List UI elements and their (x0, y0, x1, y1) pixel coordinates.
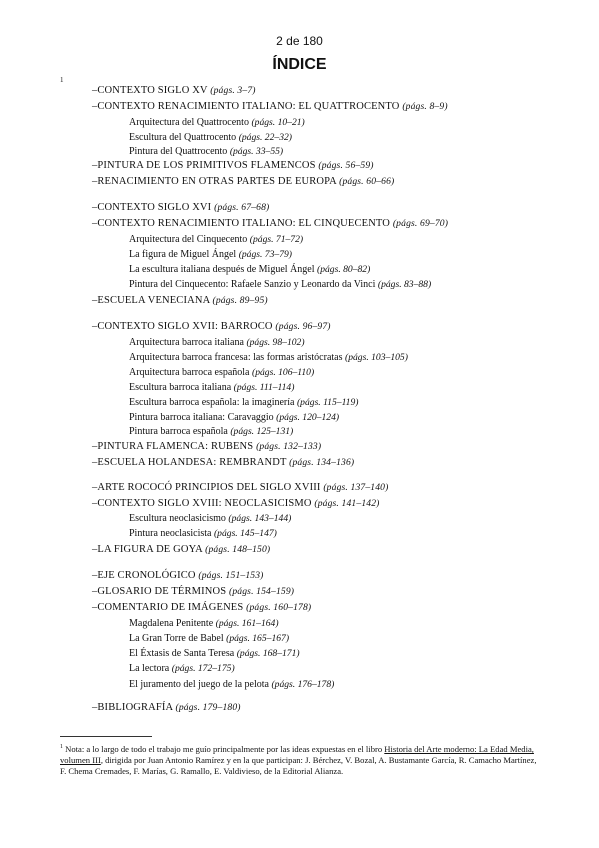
toc-entry (129, 662, 235, 675)
toc-entry (129, 131, 292, 144)
toc-entry-pages: (págs. 141–142) (314, 498, 380, 509)
toc-entry-pages: (págs. 111–114) (233, 382, 295, 393)
toc-entry (92, 84, 256, 97)
toc-entry-title: –ESCUELA HOLANDESA: REMBRANDT (92, 457, 287, 468)
toc-entry-title: Arquitectura del Quattrocento (129, 117, 249, 128)
toc-entry-title: –CONTEXTO SIGLO XVII: BARROCO (92, 321, 273, 332)
toc-entry (129, 336, 305, 349)
toc-entry (129, 366, 314, 379)
footnote-rule (60, 736, 152, 737)
toc-entry-pages: (págs. 120–124) (276, 412, 340, 423)
toc-entry (129, 512, 291, 525)
toc-entry-pages: (págs. 89–95) (212, 295, 268, 306)
toc-entry-title: Pintura del Cinquecento: Rafaele Sanzio y Leonardo da Vinci (129, 279, 376, 290)
toc-entry (129, 145, 283, 158)
toc-entry (92, 701, 241, 714)
toc-entry (129, 396, 358, 409)
toc-entry-pages: (págs. 154–159) (229, 586, 295, 597)
toc-entry-title: –CONTEXTO RENACIMIENTO ITALIANO: EL QUATTROCENTO (92, 101, 400, 112)
toc-entry-pages: (págs. 143–144) (228, 513, 292, 524)
toc-entry (92, 456, 354, 469)
toc-entry-title: Escultura del Quattrocento (129, 132, 237, 143)
footnote-reference: 1 (60, 76, 64, 84)
toc-entry-title: Arquitectura barroca francesa: las formas aristócratas (129, 352, 343, 363)
toc-entry-pages: (págs. 179–180) (175, 702, 241, 713)
footnote-marker: 1 (60, 744, 63, 750)
toc-entry-pages: (págs. 115–119) (296, 397, 359, 408)
toc-entry-title: Pintura barroca española (129, 426, 228, 437)
toc-entry (129, 527, 277, 540)
toc-entry-title: La escultura italiana después de Miguel Ángel (129, 264, 315, 275)
toc-entry-pages: (págs. 168–171) (236, 648, 300, 659)
toc-entry-title: El Éxtasis de Santa Teresa (129, 648, 235, 659)
toc-entry (129, 678, 334, 691)
page-title: ÍNDICE (272, 56, 327, 73)
toc-entry-title: –COMENTARIO DE IMÁGENES (92, 602, 244, 613)
toc-entry-pages: (págs. 73–79) (238, 249, 292, 260)
footnote (60, 742, 540, 777)
toc-entry-title: –LA FIGURA DE GOYA (92, 544, 203, 555)
toc-entry-pages: (págs. 148–150) (205, 544, 271, 555)
toc-entry-title: Escultura neoclasicismo (129, 513, 226, 524)
toc-entry (92, 440, 321, 453)
toc-entry (129, 381, 294, 394)
toc-entry-title: –RENACIMIENTO EN OTRAS PARTES DE EUROPA (92, 176, 337, 187)
toc-entry-pages: (págs. 80–82) (317, 264, 371, 275)
toc-entry-title: Pintura del Quattrocento (129, 146, 228, 157)
toc-entry (129, 263, 370, 276)
toc-entry-pages: (págs. 103–105) (345, 352, 408, 363)
toc-entry (129, 351, 408, 364)
toc-entry-pages: (págs. 60–66) (339, 176, 395, 187)
toc-entry-pages: (págs. 132–133) (256, 441, 322, 452)
toc-entry-pages: (págs. 151–153) (198, 570, 264, 581)
toc-entry-title: Escultura barroca española: la imaginería (129, 397, 295, 408)
page-number: 2 de 180 (276, 34, 323, 48)
toc-entry-pages: (págs. 83–88) (377, 279, 432, 290)
toc-entry-title: Arquitectura barroca española (129, 367, 250, 378)
toc-entry (92, 481, 388, 494)
toc-entry-pages: (págs. 161–164) (215, 618, 279, 629)
toc-entry-pages: (págs. 8–9) (402, 101, 448, 112)
toc-entry (92, 543, 270, 556)
footnote-intro: Nota: a lo largo de todo el trabajo me guío principalmente por las ideas expuestas en el libro (63, 743, 385, 754)
toc-entry-title: La lectora (129, 663, 170, 674)
toc-entry (129, 248, 292, 261)
toc-entry-pages: (págs. 125–131) (230, 426, 294, 437)
toc-entry-pages: (págs. 3–7) (210, 85, 256, 96)
toc-entry-pages: (págs. 67–68) (214, 202, 270, 213)
toc-entry-pages: (págs. 98–102) (246, 337, 305, 348)
footnote-book-title: Historia del Arte moderno: La Edad Media, volumen III (60, 743, 534, 765)
toc-entry-pages: (págs. 137–140) (323, 482, 389, 493)
toc-entry-title: –EJE CRONOLÓGICO (92, 570, 196, 581)
toc-entry (92, 201, 269, 214)
toc-entry (92, 159, 374, 172)
toc-entry (92, 294, 268, 307)
toc-entry-pages: (págs. 56–59) (318, 160, 374, 171)
toc-entry (129, 278, 431, 291)
toc-entry-title: –CONTEXTO SIGLO XV (92, 85, 208, 96)
toc-entry (129, 411, 339, 424)
toc-entry-title: Pintura barroca italiana: Caravaggio (129, 412, 274, 423)
toc-entry-title: Arquitectura barroca italiana (129, 337, 244, 348)
toc-entry-title: La Gran Torre de Babel (129, 633, 224, 644)
toc-entry-pages: (págs. 22–32) (238, 132, 292, 143)
toc-entry (129, 116, 305, 129)
toc-entry (129, 632, 289, 645)
toc-entry-pages: (págs. 176–178) (271, 679, 335, 690)
toc-entry-title: Escultura barroca italiana (129, 382, 232, 393)
toc-entry-title: Arquitectura del Cinquecento (129, 234, 248, 245)
toc-entry (92, 601, 311, 614)
toc-entry-pages: (págs. 160–178) (246, 602, 312, 613)
toc-entry-title: Pintura neoclasicista (129, 528, 212, 539)
toc-entry-title: El juramento del juego de la pelota (129, 679, 269, 690)
toc-entry (92, 320, 331, 333)
toc-entry-pages: (págs. 145–147) (213, 528, 277, 539)
toc-entry (129, 233, 303, 246)
toc-entry-title: –CONTEXTO SIGLO XVIII: NEOCLASICISMO (92, 498, 312, 509)
toc-entry-pages: (págs. 71–72) (249, 234, 304, 245)
toc-entry (92, 585, 294, 598)
toc-entry (92, 100, 448, 113)
toc-entry-title: –ESCUELA VENECIANA (92, 295, 210, 306)
toc-entry-pages: (págs. 96–97) (275, 321, 331, 332)
toc-entry-title: –PINTURA DE LOS PRIMITIVOS FLAMENCOS (92, 160, 316, 171)
toc-entry-title: –GLOSARIO DE TÉRMINOS (92, 586, 227, 597)
toc-entry-pages: (págs. 10–21) (251, 117, 305, 128)
toc-entry-title: –CONTEXTO RENACIMIENTO ITALIANO: EL CINQUECENTO (92, 218, 391, 229)
toc-entry (92, 569, 264, 582)
toc-entry-pages: (págs. 134–136) (289, 457, 355, 468)
toc-entry (129, 647, 300, 660)
footnote-rest: , dirigida por Juan Antonio Ramírez y en la que participan: J. Bérchez, V. Bozal, A. Bustamante García, R. Camacho Martínez, F. Chema Cremades, F. Marías, G. Ramallo, E. Valdivieso, de la Editorial Alianza. (60, 754, 537, 776)
toc-entry (129, 617, 279, 630)
toc-entry-title: –PINTURA FLAMENCA: RUBENS (92, 441, 254, 452)
toc-entry-title: –CONTEXTO SIGLO XVI (92, 202, 212, 213)
toc-entry (92, 175, 394, 188)
toc-entry-pages: (págs. 172–175) (171, 663, 235, 674)
toc-entry-title: La figura de Miguel Ángel (129, 249, 237, 260)
toc-entry-title: Magdalena Penitente (129, 618, 214, 629)
toc-entry (92, 497, 380, 510)
toc-entry-title: –BIBLIOGRAFÍA (92, 702, 173, 713)
toc-entry-pages: (págs. 165–167) (226, 633, 290, 644)
toc-entry-pages: (págs. 69–70) (392, 218, 449, 229)
toc-entry (92, 217, 448, 230)
toc-entry-pages: (págs. 33–55) (229, 146, 284, 157)
toc-entry (129, 425, 293, 438)
toc-entry-title: –ARTE ROCOCÓ PRINCIPIOS DEL SIGLO XVIII (92, 482, 321, 493)
toc-entry-pages: (págs. 106–110) (252, 367, 315, 378)
